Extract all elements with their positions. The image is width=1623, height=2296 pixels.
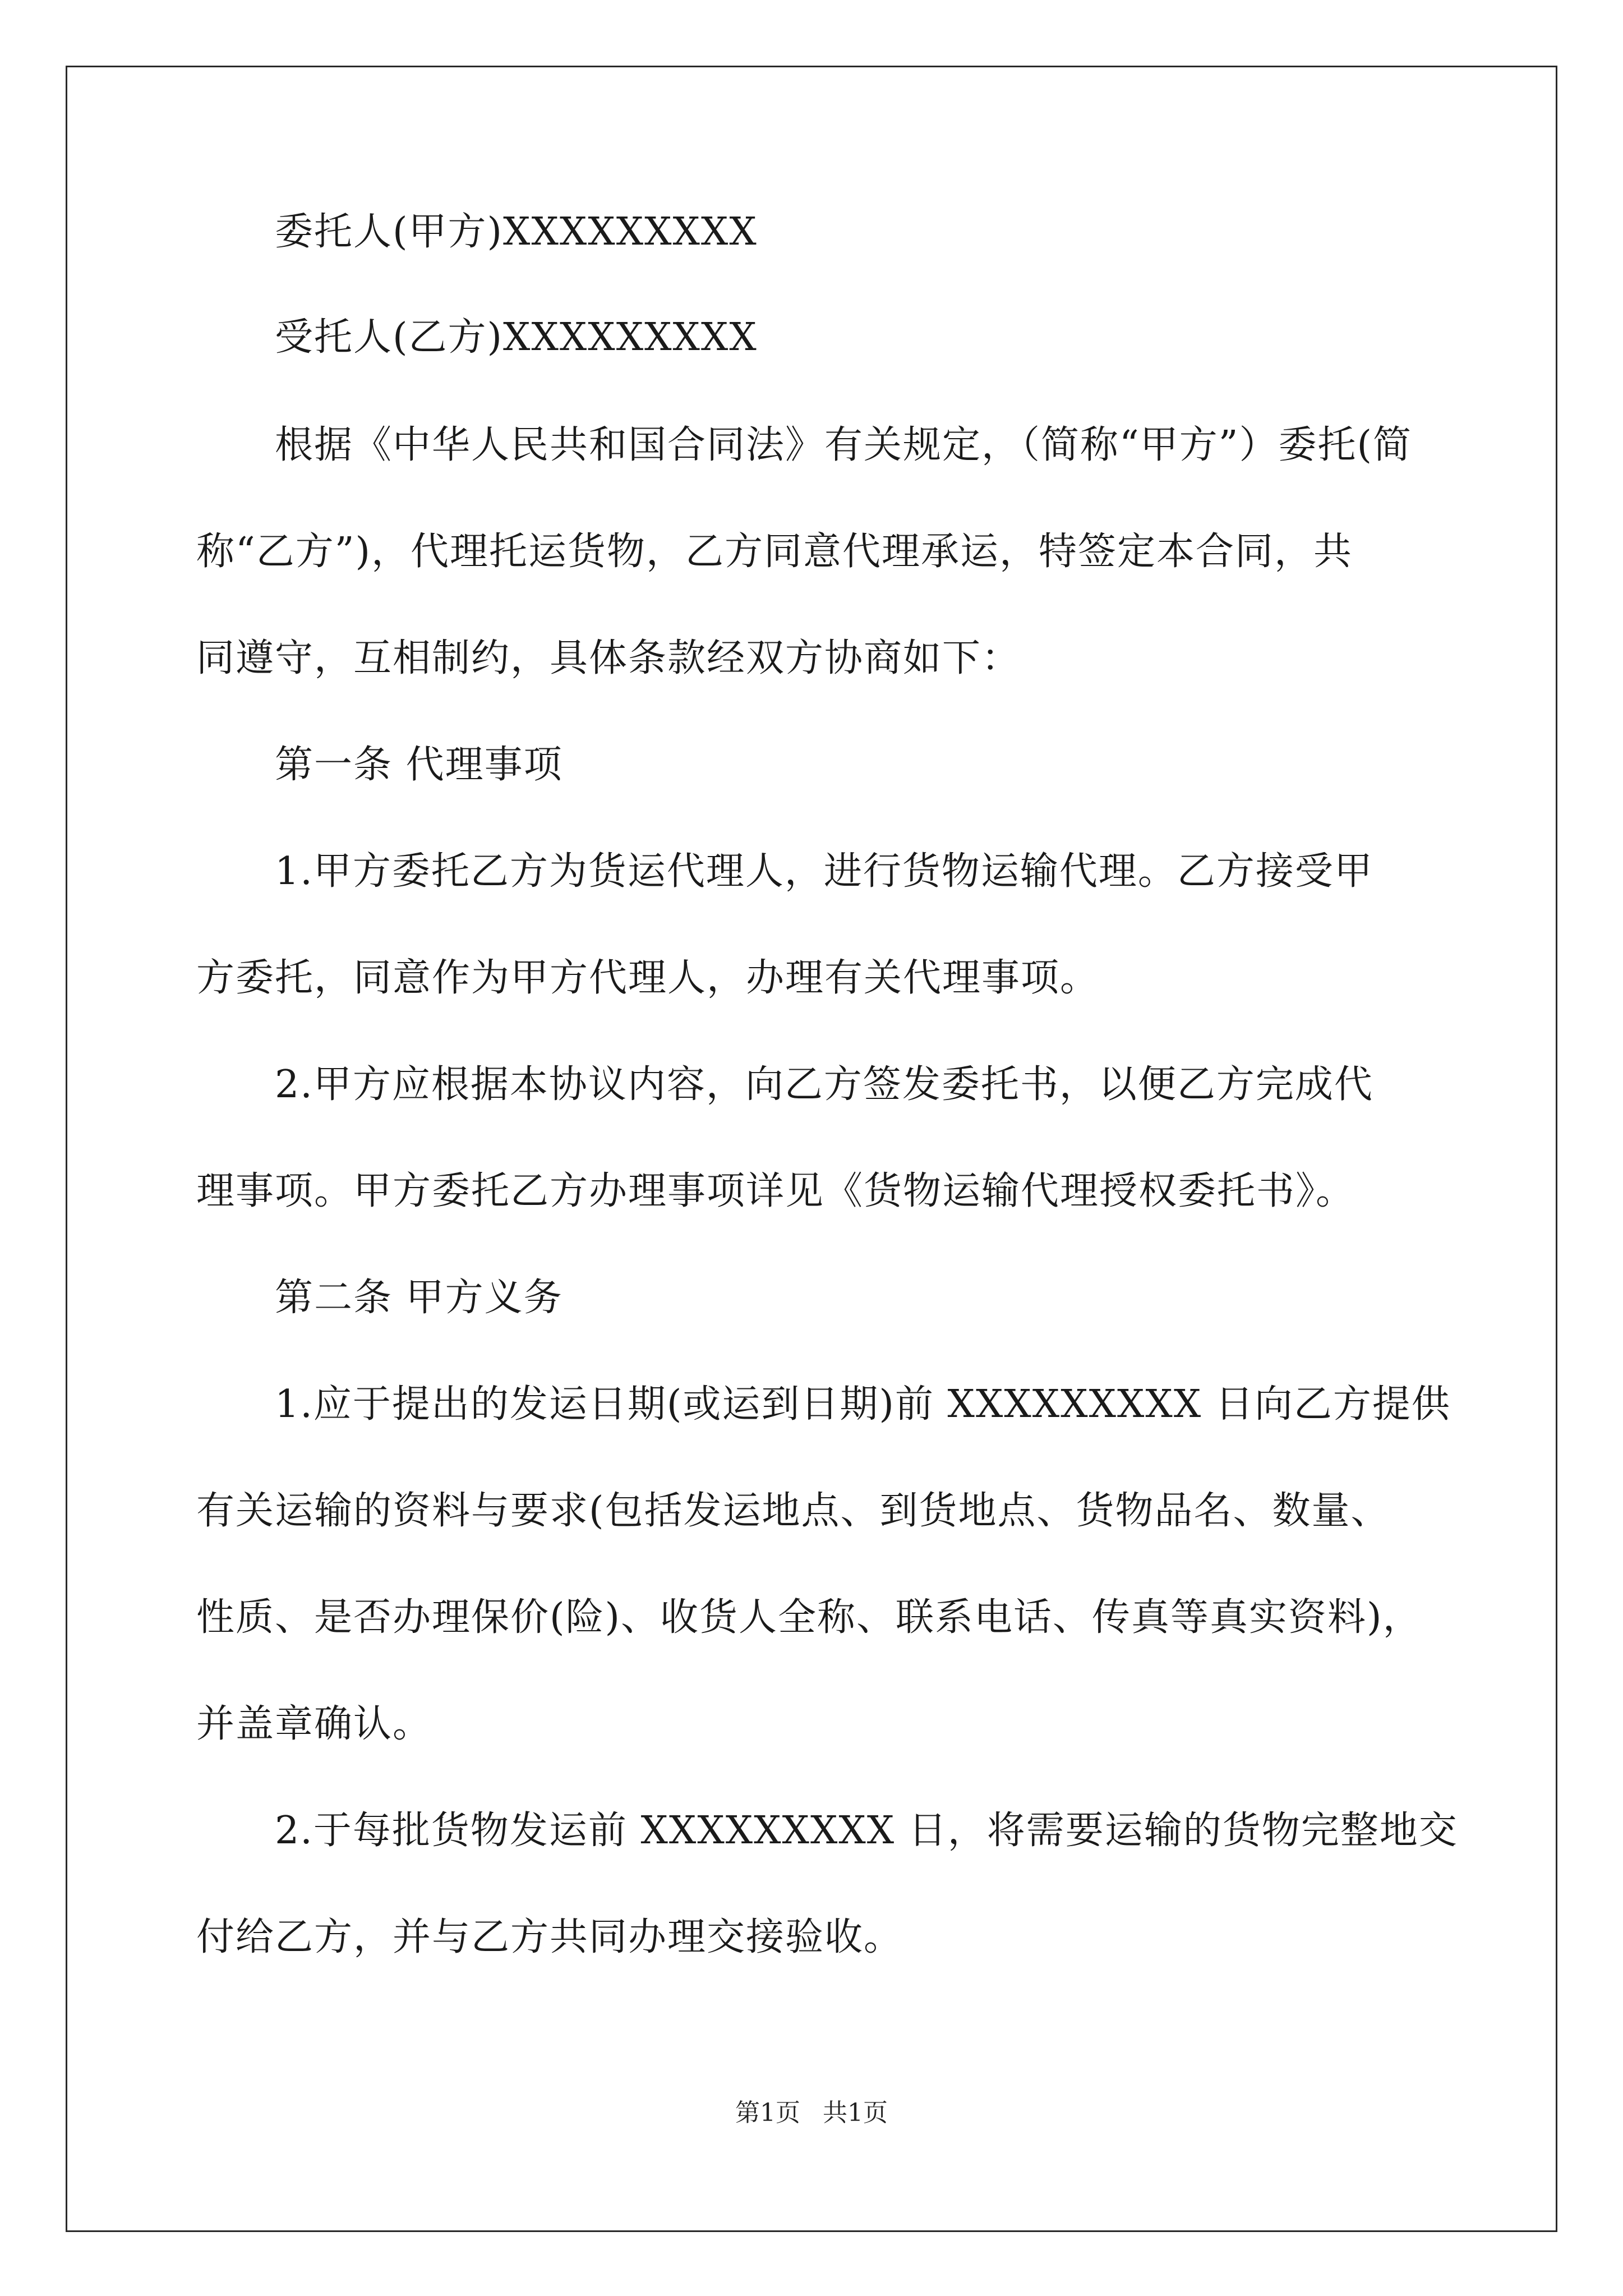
paragraph-line: 理事项。甲方委托乙方办理事项详见《货物运输代理授权委托书》。 — [196, 1169, 1355, 1213]
paragraph-line: 1.甲方委托乙方为货运代理人，进行货物运输代理。乙方接受甲 — [196, 849, 1373, 894]
paragraph-line: 称“乙方”)，代理托运货物，乙方同意代理承运，特签定本合同，共 — [196, 530, 1353, 574]
page-border — [66, 66, 1557, 2232]
paragraph-line: 1.应于提出的发运日期(或运到日期)前 XXXXXXXXX 日向乙方提供 — [196, 1382, 1451, 1427]
page-number-total: 共1页 — [823, 2099, 888, 2127]
paragraph-line: 性质、是否办理保价(险)、收货人全称、联系电话、传真等真实资料)， — [196, 1595, 1422, 1640]
paragraph-line: 并盖章确认。 — [196, 1702, 432, 1746]
agent-line: 受托人(乙方)XXXXXXXXX — [196, 315, 758, 360]
paragraph-line: 根据《中华人民共和国合同法》有关规定，（简称“甲方”）委托(简 — [196, 423, 1413, 467]
page-footer — [0, 2092, 1623, 2128]
paragraph-line: 同遵守，互相制约，具体条款经双方协商如下： — [196, 636, 1021, 680]
paragraph-line: 2.甲方应根据本协议内容，向乙方签发委托书，以便乙方完成代 — [196, 1062, 1373, 1107]
section-heading: 第二条 甲方义务 — [196, 1276, 563, 1320]
paragraph-line: 方委托，同意作为甲方代理人，办理有关代理事项。 — [196, 956, 1100, 1000]
paragraph-line: 有关运输的资料与要求(包括发运地点、到货地点、货物品名、数量、 — [196, 1489, 1390, 1533]
section-heading: 第一条 代理事项 — [196, 743, 563, 787]
page-number-current: 第1页 — [735, 2099, 800, 2127]
paragraph-line: 2.于每批货物发运前 XXXXXXXXX 日，将需要运输的货物完整地交 — [196, 1809, 1458, 1853]
paragraph-line: 付给乙方，并与乙方共同办理交接验收。 — [196, 1915, 903, 1959]
principal-line: 委托人(甲方)XXXXXXXXX — [196, 210, 758, 254]
